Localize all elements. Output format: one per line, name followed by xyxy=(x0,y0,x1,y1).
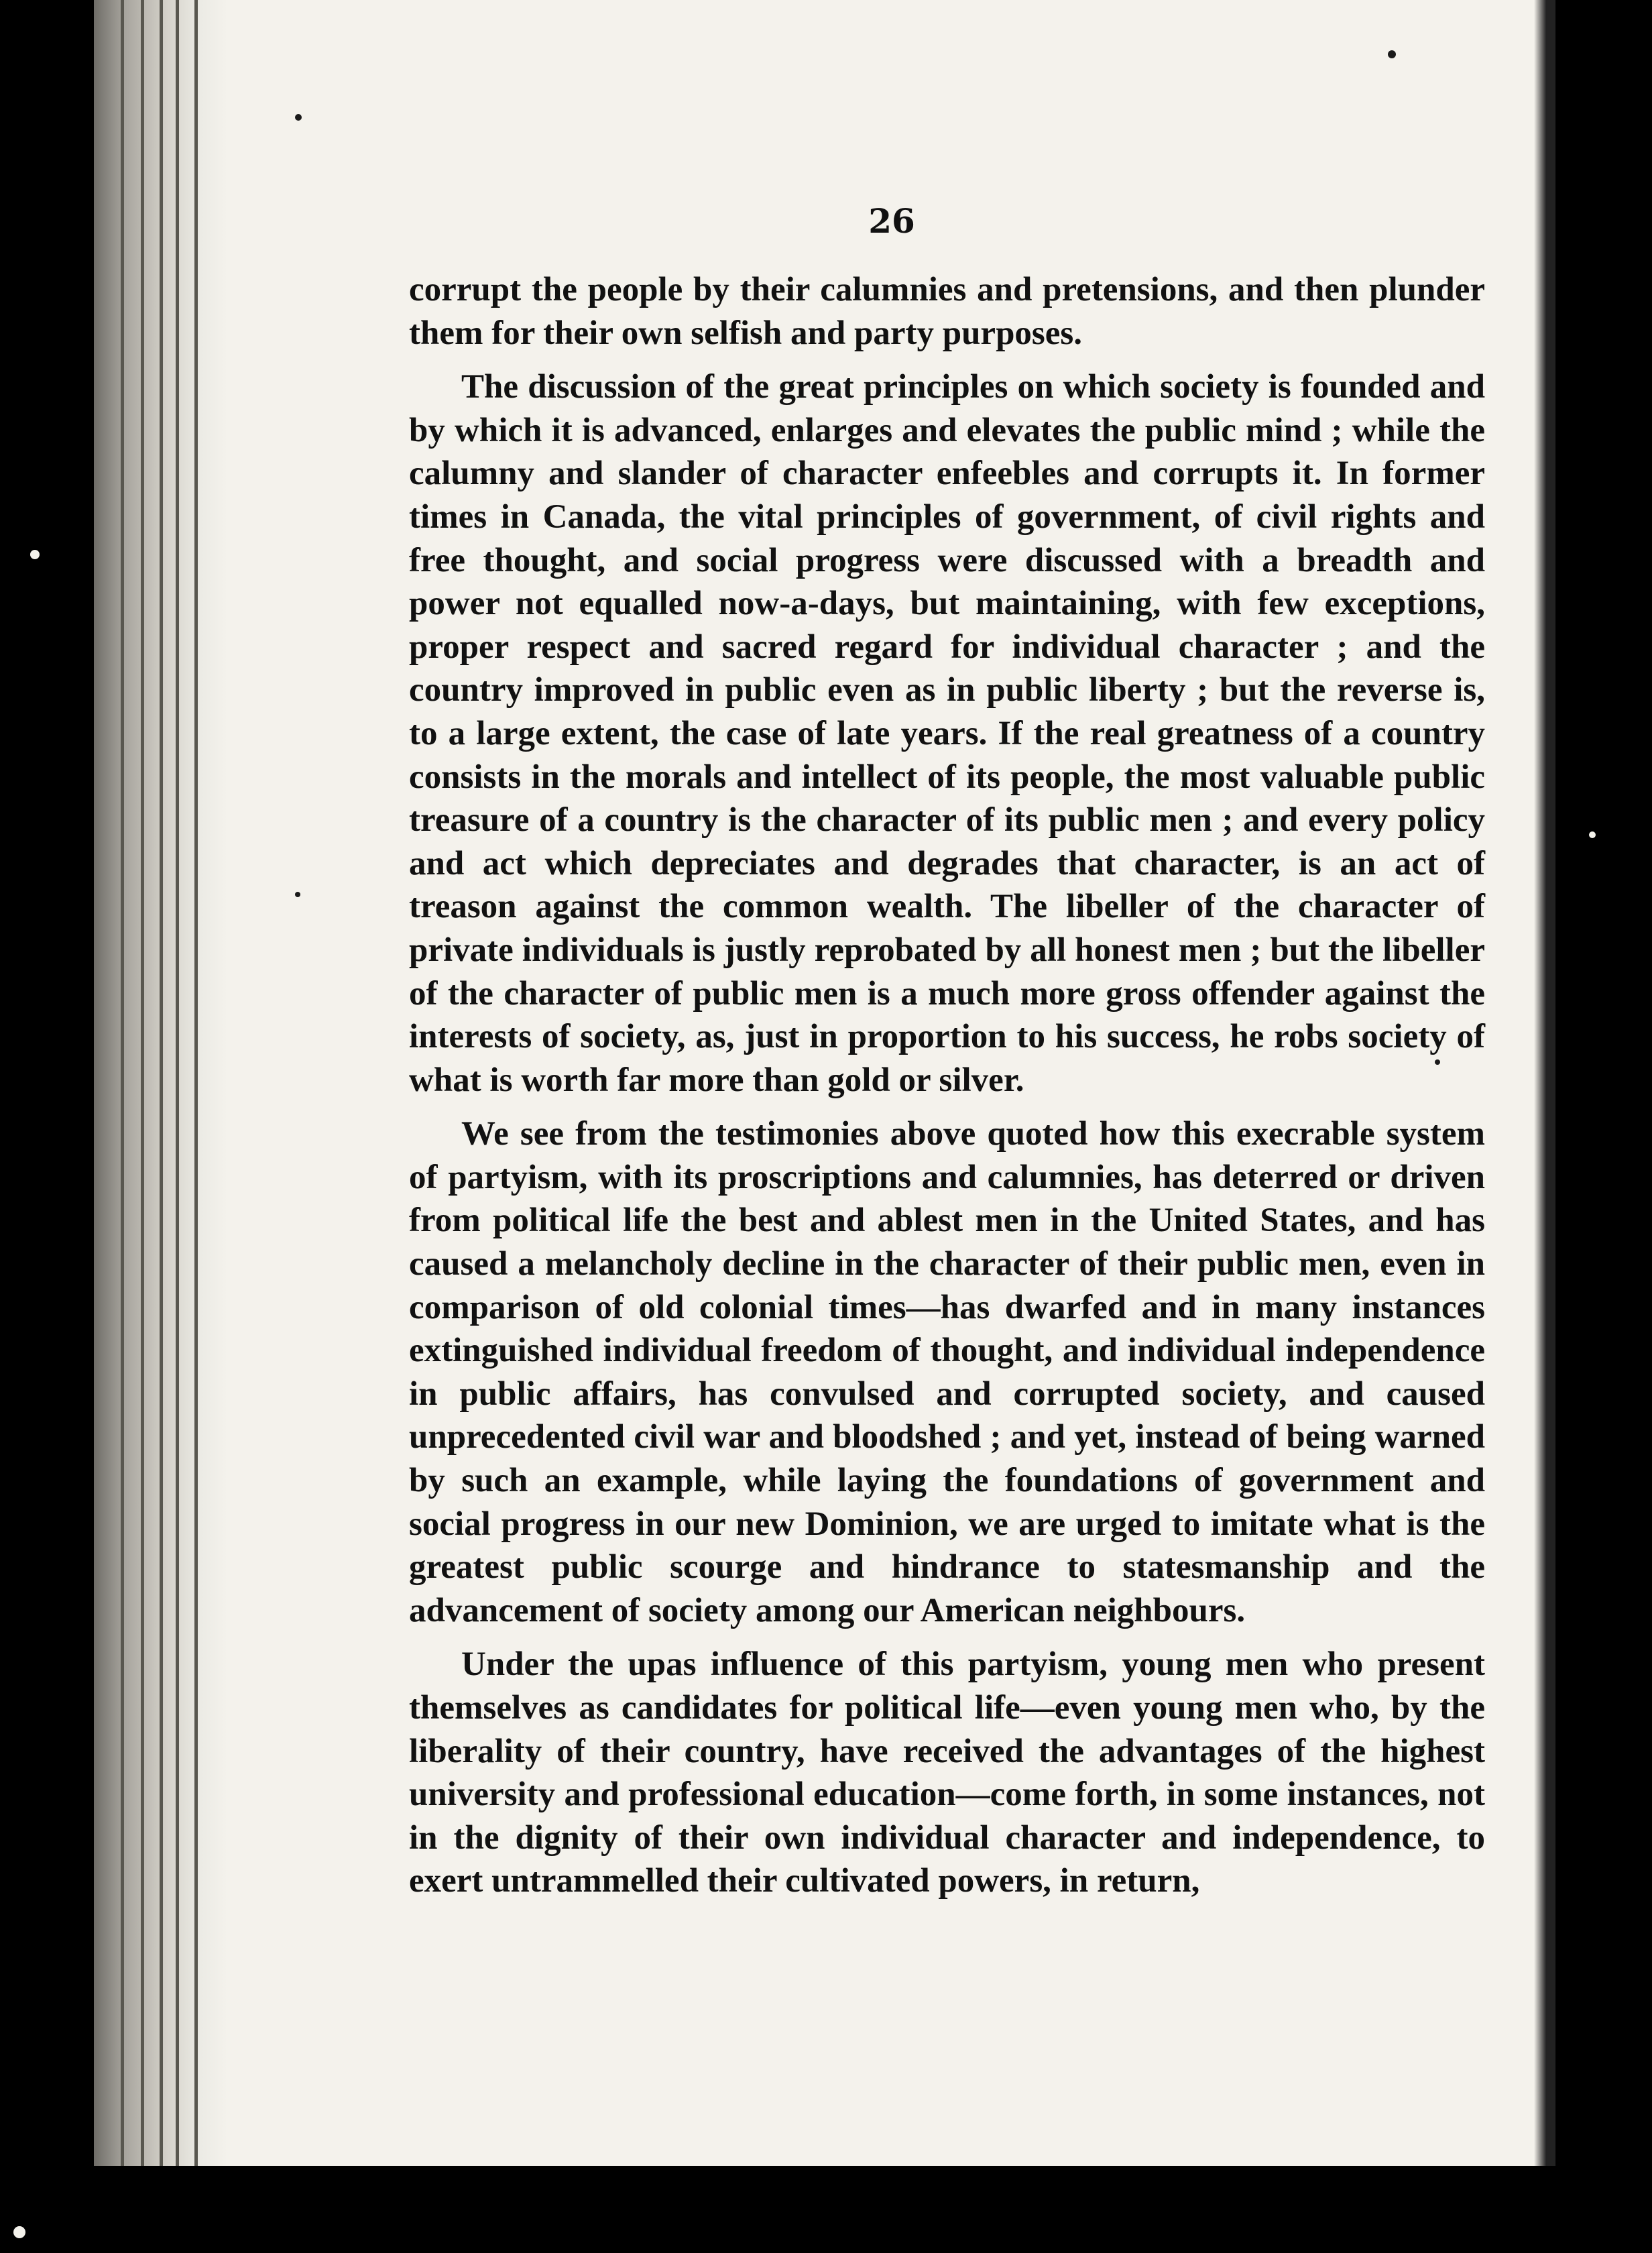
scan-artifact xyxy=(1589,831,1596,838)
dust-speck xyxy=(295,114,302,121)
dust-speck xyxy=(295,892,300,897)
book-fold xyxy=(1555,0,1652,2253)
binding-line xyxy=(121,0,124,2166)
paragraph-1: corrupt the people by their calumnies and pretensions, and then plunder them for their own selfish and party purposes. xyxy=(409,271,1485,352)
page-binding-edge xyxy=(94,0,228,2166)
page-number: 26 xyxy=(868,201,915,241)
paragraph-4: Under the upas influence of this partyism, young men who present themselves as candidates for political life—even young men who, by the liberality of their country, have received the advantages of the highest university and professional education—come forth, in some instances, not in the dignity of their own individual character and independence, to exert untrammelled their cultivated powers, in return, xyxy=(409,1645,1485,1900)
dust-speck xyxy=(1435,1059,1440,1065)
paragraph-3: We see from the testimonies above quoted how this execrable system of partyism, with its proscriptions and calumnies, has deterred or driven from political life the best and ablest men in the United States, and has caused a melancholy decline in the character of their public men, even in comparison of old colonial times—has dwarfed and in many instances extinguished individual freedom of thought, and individual independence in public affairs, has convulsed and corrupted society, and caused unprecedented civil war and bloodshed ; and yet, instead of being warned by such an example, while laying the foundations of government and social progress in our new Dominion, we are urged to imitate what is the greatest public scourge and hindrance to statesmanship and the advancement of society among our American neighbours. xyxy=(409,1115,1485,1629)
paragraph-2: The discussion of the great principles on which society is founded and by which it is advanced, enlarges and elevates the public mind ; while the calumny and slander of character enfeebles and corrupts it. In former times in Canada, the vital principles of government, of civil rights and free thought, and social progress were discussed with a breadth and power not equalled now-a-days, but maintaining, with few exceptions, proper respect and sacred regard for individual character ; and the country improved in public even as in public liberty ; but the reverse is, to a large extent, the case of late years. If the real greatness of a country consists in the morals and intellect of its people, the most valuable public treasure of a country is the character of its public men ; and every policy and act which depreciates and degrades that character, is an act of treason against the common wealth. The libeller of the character of private individuals is justly reprobated by all honest men ; but the libeller of the character of public men is a much more gross offender against the interests of society, as, just in proportion to his success, he robs society of what is worth far more than gold or silver. xyxy=(409,368,1485,1099)
scan-artifact xyxy=(13,2226,25,2238)
binding-line xyxy=(194,0,198,2166)
dust-speck xyxy=(1388,50,1396,58)
book-page xyxy=(94,0,1569,2166)
scan-artifact xyxy=(30,550,40,559)
body-text xyxy=(409,268,1485,1914)
binding-line xyxy=(141,0,144,2166)
binding-line xyxy=(160,0,163,2166)
binding-line xyxy=(176,0,179,2166)
